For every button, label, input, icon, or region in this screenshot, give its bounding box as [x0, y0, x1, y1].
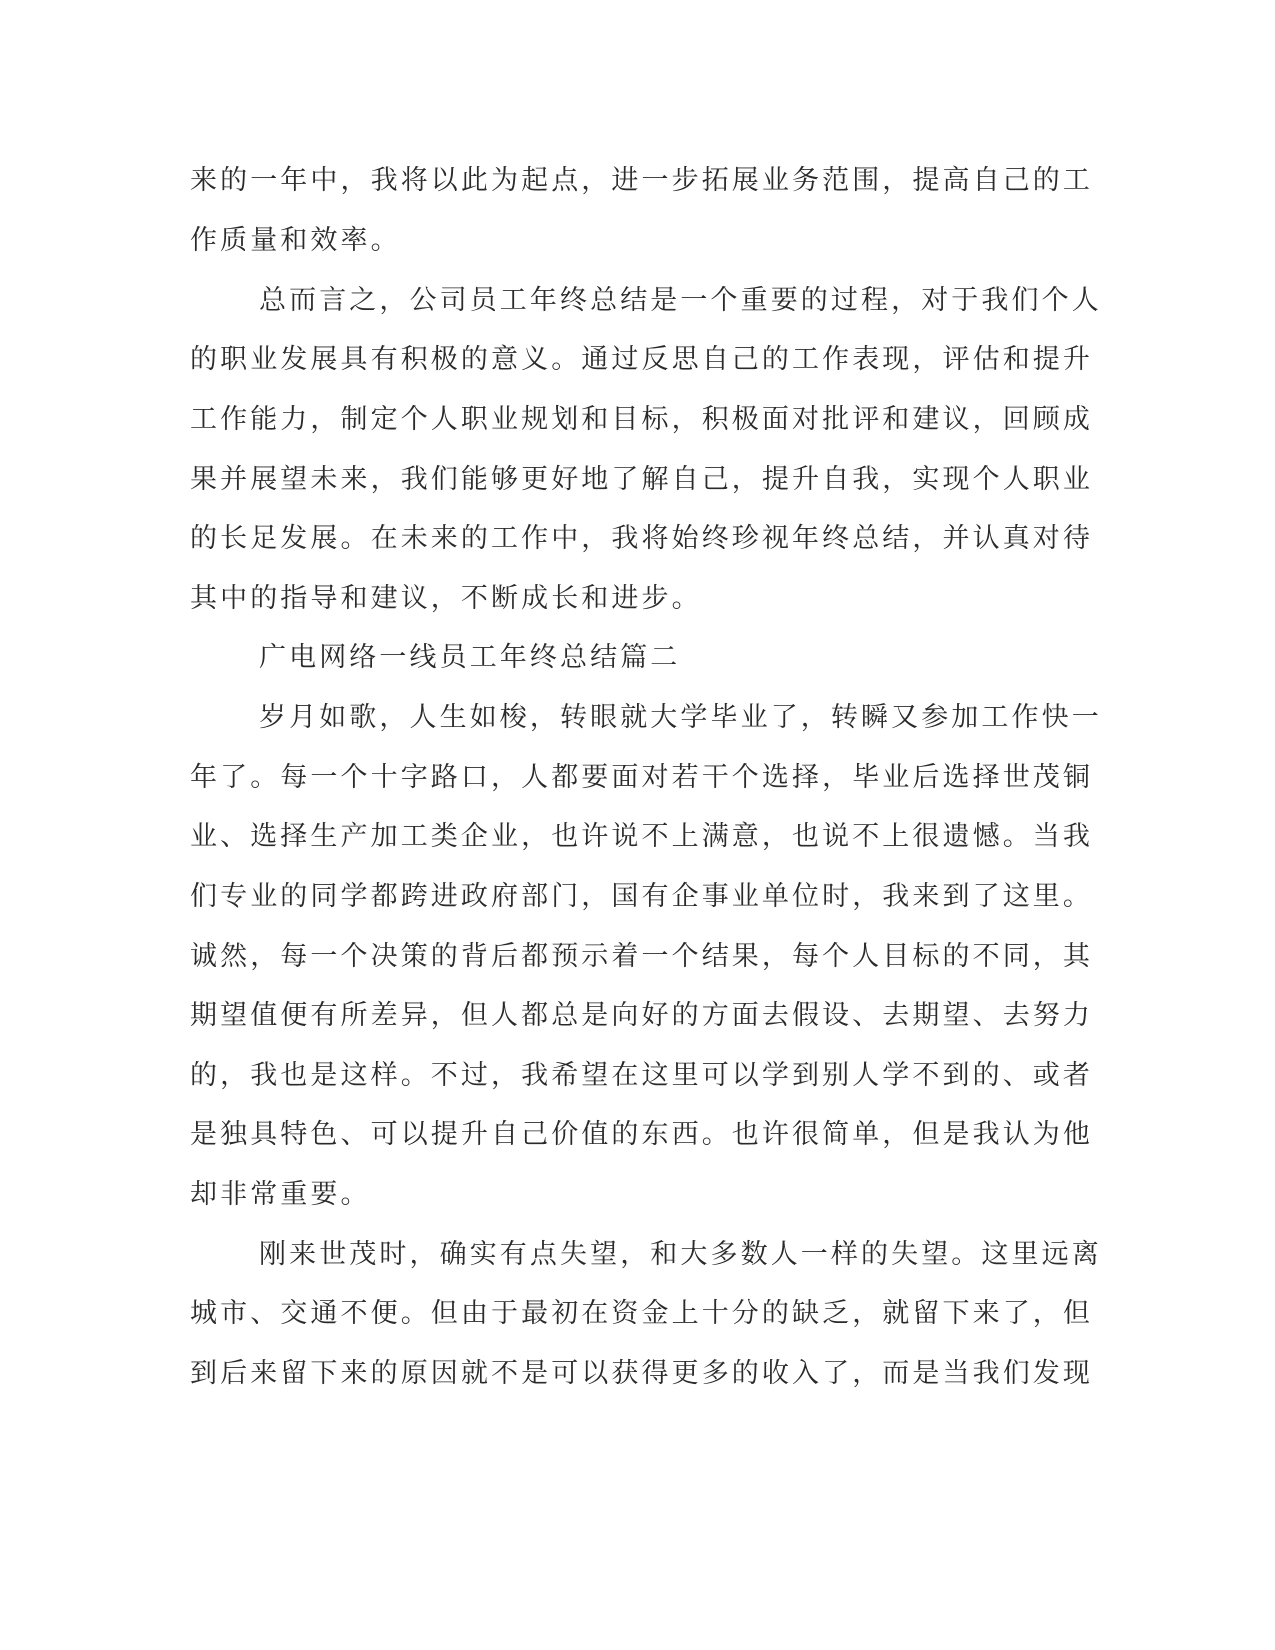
- text-line: 果并展望未来，我们能够更好地了解自己，提升自我，实现个人职业: [190, 464, 1093, 495]
- paragraph-first-line: 总而言之，公司员工年终总结是一个重要的过程，对于我们个人: [259, 285, 1102, 316]
- text-line: 年了。每一个十字路口，人都要面对若干个选择，毕业后选择世茂铜: [190, 762, 1093, 793]
- section-heading: 广电网络一线员工年终总结篇二: [259, 642, 681, 673]
- text-line: 的职业发展具有积极的意义。通过反思自己的工作表现，评估和提升: [190, 344, 1093, 375]
- text-line: 们专业的同学都跨进政府部门，国有企事业单位时，我来到了这里。: [190, 881, 1093, 912]
- text-line: 的，我也是这样。不过，我希望在这里可以学到别人学不到的、或者: [190, 1060, 1093, 1091]
- text-line: 工作能力，制定个人职业规划和目标，积极面对批评和建议，回顾成: [190, 404, 1093, 435]
- text-line: 却非常重要。: [190, 1179, 371, 1210]
- text-line: 其中的指导和建议，不断成长和进步。: [190, 583, 702, 614]
- text-line: 作质量和效率。: [190, 225, 401, 256]
- text-line: 业、选择生产加工类企业，也许说不上满意，也说不上很遗憾。当我: [190, 821, 1093, 852]
- paragraph-first-line: 岁月如歌，人生如梭，转眼就大学毕业了，转瞬又参加工作快一: [259, 702, 1102, 733]
- text-line: 城市、交通不便。但由于最初在资金上十分的缺乏，就留下来了，但: [190, 1298, 1093, 1329]
- text-line: 是独具特色、可以提升自己价值的东西。也许很简单，但是我认为他: [190, 1119, 1093, 1150]
- text-line: 的长足发展。在未来的工作中，我将始终珍视年终总结，并认真对待: [190, 523, 1093, 554]
- text-line: 到后来留下来的原因就不是可以获得更多的收入了，而是当我们发现: [190, 1358, 1093, 1389]
- text-line: 来的一年中，我将以此为起点，进一步拓展业务范围，提高自己的工: [190, 165, 1093, 196]
- text-line: 期望值便有所差异，但人都总是向好的方面去假设、去期望、去努力: [190, 1000, 1093, 1031]
- text-line: 诚然，每一个决策的背后都预示着一个结果，每个人目标的不同，其: [190, 941, 1093, 972]
- paragraph-first-line: 刚来世茂时，确实有点失望，和大多数人一样的失望。这里远离: [259, 1239, 1102, 1270]
